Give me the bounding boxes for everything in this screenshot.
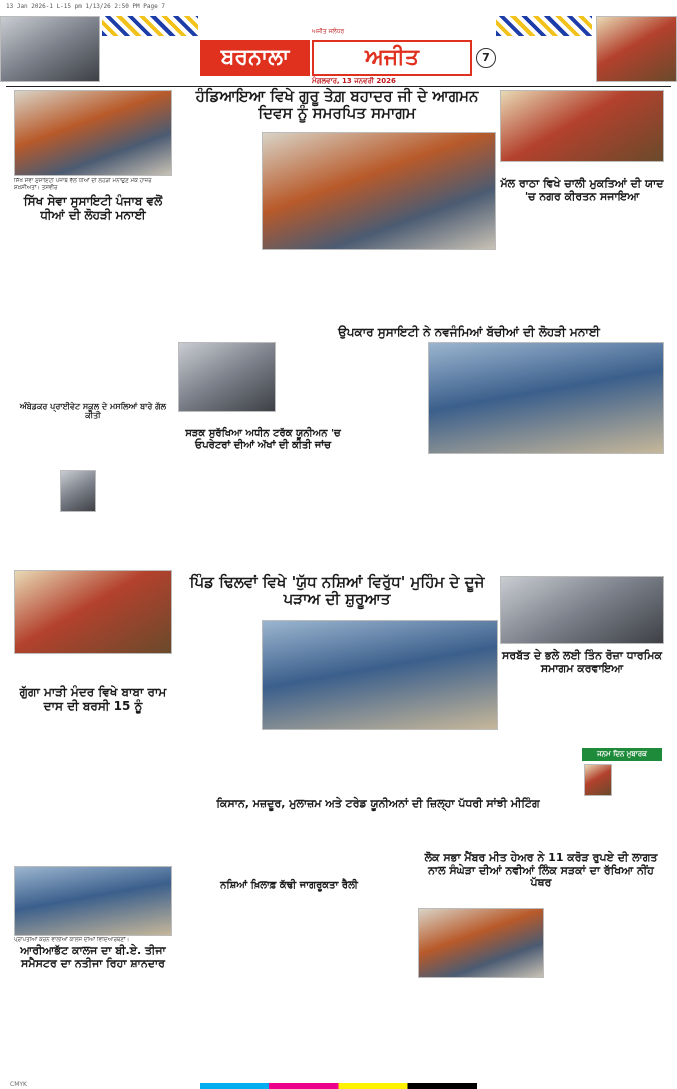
city-name: ਬਰਨਾਲਾ bbox=[200, 40, 310, 76]
article-body bbox=[178, 818, 394, 878]
rally-photo bbox=[262, 620, 498, 730]
headline-nashian-rally: ਨਸ਼ਿਆਂ ਖ਼ਿਲਾਫ਼ ਕੱਢੀ ਜਾਗਰੂਕਤਾ ਰੈਲੀ bbox=[220, 880, 358, 891]
article-body bbox=[14, 728, 172, 848]
gurdwara-photo bbox=[0, 16, 100, 82]
article-body bbox=[548, 908, 664, 982]
headline-kisan-meeting: ਕਿਸਾਨ, ਮਜ਼ਦੂਰ, ਮੁਲਾਜ਼ਮ ਅਤੇ ਟਰੇਡ ਯੂਨੀਅਨਾਂ ਦੀ ਜ਼ਿਲ੍ਹਾ ਪੱਧਰੀ ਸਾਂਝੀ ਮੀਟਿੰਗ bbox=[216, 797, 540, 810]
cmyk-mark: CMYK bbox=[10, 1081, 27, 1088]
article-body bbox=[178, 258, 496, 320]
headline-sikh-seva: ਸਿੱਖ ਸੇਵਾ ਸੁਸਾਇਟੀ ਪੰਜਾਬ ਵਲੋਂ ਧੀਆਂ ਦੀ ਲੋਹੜੀ ਮਨਾਈ bbox=[23, 194, 163, 222]
headline-upkar-society: ਉਪਕਾਰ ਸੁਸਾਇਟੀ ਨੇ ਨਵਜੰਮਿਆਂ ਬੱਚੀਆਂ ਦੀ ਲੋਹੜੀ ਮਨਾਈ bbox=[338, 325, 600, 339]
headline-yudh-nashian: ਪਿੰਡ ਢਿਲਵਾਂ ਵਿਖੇ 'ਯੁੱਧ ਨਸ਼ਿਆਂ ਵਿਰੁੱਧ' ਮੁਹਿੰਮ ਦੇ ਦੂਜੇ ਪੜਾਅ ਦੀ ਸ਼ੁਰੂਆਤ bbox=[189, 573, 485, 609]
color-bar bbox=[200, 1083, 477, 1089]
child-photo bbox=[584, 764, 612, 796]
headline-ambedkar: ਅੰਬੇਡਕਰ ਪ੍ਰਾਈਵੇਟ ਸਕੂਲ ਦੇ ਮਸਲਿਆਂ ਬਾਰੇ ਗੱਲ ਕੀਤੀ bbox=[19, 402, 167, 421]
article-body bbox=[178, 736, 496, 782]
page-number: 7 bbox=[476, 48, 496, 68]
photo-caption: ਪ੍ਰਾਪਤੀਆਂ ਕਰਨ ਵਾਲੀਆਂ ਕਾਲਜ ਦੀਆਂ ਵਿਦਿਆਰਥਣਾਂ। bbox=[14, 937, 130, 943]
photo-caption: ਸਿੱਖ ਸੇਵਾ ਸੁਸਾਇਟੀ ਪੰਜਾਬ ਵੱਲੋਂ ਧੀਆਂ ਦੀ ਲੋਹੜੀ ਮਨਾਉਣ ਮੌਕੇ ਹਾਜ਼ਰ ਸ਼ਖ਼ਸੀਅਤਾਂ। ਤਸਵੀਰ bbox=[14, 178, 152, 191]
students-photo bbox=[14, 866, 172, 936]
article-body bbox=[500, 214, 664, 318]
lohri-event-photo bbox=[14, 90, 172, 176]
issue-date: ਮੰਗਲਵਾਰ, 13 ਜਨਵਰੀ 2026 bbox=[312, 77, 396, 85]
article-body bbox=[178, 900, 412, 1068]
article-body bbox=[95, 238, 173, 388]
decorative-pattern-right bbox=[496, 16, 592, 36]
headline-mal-ratha: ਮੱਲ ਰਾਠਾ ਵਿਖੇ ਚਾਲੀ ਮੁਕਤਿਆਂ ਦੀ ਯਾਦ 'ਚ ਨਗਰ ਕੀਰਤਨ ਸਜਾਇਆ bbox=[500, 177, 664, 203]
headline-sarbat-bhala: ਸਰਬੱਤ ਦੇ ਭਲੇ ਲਈ ਤਿੰਨ ਰੋਜ਼ਾ ਧਾਰਮਿਕ ਸਮਾਗਮ ਕਰਵਾਇਆ bbox=[502, 649, 662, 675]
print-slug: 13 Jan 2026-1 L-15 pm 1/13/26 2:50 PM Page 7 bbox=[6, 3, 165, 10]
eye-checkup-photo bbox=[178, 342, 276, 412]
article-body bbox=[418, 984, 664, 1068]
article-body bbox=[178, 128, 258, 256]
article-body bbox=[500, 686, 664, 744]
nagar-kirtan-photo bbox=[500, 90, 664, 162]
article-body bbox=[14, 984, 172, 1072]
paper-logo: ਅਜੀਤ bbox=[312, 40, 472, 76]
upkar-lohri-photo bbox=[428, 342, 664, 454]
decorative-pattern-left bbox=[102, 16, 198, 36]
article-body bbox=[282, 344, 424, 564]
temple-photo bbox=[14, 570, 172, 654]
masthead-logo bbox=[200, 28, 482, 85]
birthday-badge: ਜਨਮ ਦਿਨ ਮੁਬਾਰਕ bbox=[582, 748, 662, 761]
portrait-photo bbox=[60, 470, 96, 512]
monument-photo bbox=[596, 16, 677, 82]
paper-name: ਅਜੀਤ ਜਲੰਧਰ bbox=[312, 28, 345, 35]
headline-meet-hayer: ਲੋਕ ਸਭਾ ਮੈਂਬਰ ਮੀਤ ਹੇਅਰ ਨੇ 11 ਕਰੋੜ ਰੁਪਏ ਦੀ ਲਾਗਤ ਨਾਲ ਸੰਘੇੜਾ ਦੀਆਂ ਨਵੀਆਂ ਲਿੰਕ ਸੜਕਾਂ ਦਾ ਰੱਖਿਆ ਨੀਂਹ ਪੱਥਰ bbox=[424, 851, 658, 890]
headline-guru-tegh-bahadur: ਹੰਡਿਆਇਆ ਵਿਖੇ ਗੁਰੂ ਤੇਗ਼ ਬਹਾਦਰ ਜੀ ਦੇ ਆਗਮਨ ਦਿਵਸ ਨੂੰ ਸਮਰਪਿਤ ਸਮਾਗਮ bbox=[195, 87, 479, 123]
samagam-photo bbox=[262, 132, 496, 250]
headline-gugga-mari: ਗੁੱਗਾ ਮਾੜੀ ਮੰਦਰ ਵਿਖੇ ਬਾਬਾ ਰਾਮ ਦਾਸ ਦੀ ਬਰਸੀ 15 ਨੂੰ bbox=[19, 685, 167, 713]
headline-road-union: ਸੜਕ ਸੁਰੱਖਿਆ ਅਧੀਨ ਟਰੱਕ ਯੂਨੀਅਨ 'ਚ ਓਪਰੇਟਰਾਂ ਦੀਆਂ ਅੱਖਾਂ ਦੀ ਕੀਤੀ ਜਾਂਚ bbox=[185, 428, 341, 451]
headline-aryabhatt: ਆਰੀਆਭੱਟ ਕਾਲਜ ਦਾ ਬੀ.ਏ. ਤੀਜਾ ਸਮੈਸਟਰ ਦਾ ਨਤੀਜਾ ਰਿਹਾ ਸ਼ਾਨਦਾਰ bbox=[20, 944, 166, 970]
samagam-photo-right bbox=[500, 576, 664, 644]
article-body bbox=[14, 238, 92, 388]
article-body bbox=[428, 460, 664, 564]
foundation-stone-photo bbox=[418, 908, 544, 978]
